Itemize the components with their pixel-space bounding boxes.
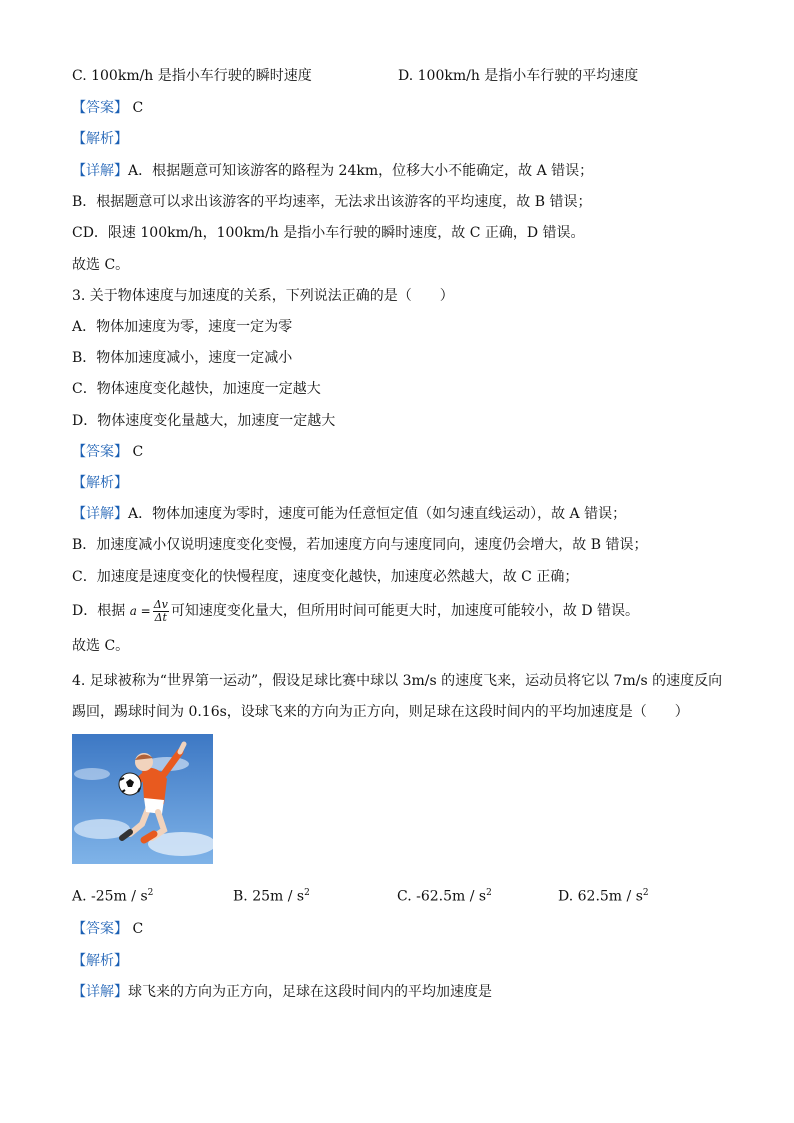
q4-option-b (233, 883, 310, 907)
detail-tag: 【详解】 (72, 506, 128, 522)
q4-option-a (72, 883, 153, 907)
answer-tag: 【答案】 (72, 444, 128, 460)
formula-denominator: Δt (154, 610, 167, 624)
q3-detail-a (72, 504, 626, 524)
q2-answer-line (72, 98, 143, 118)
q2-option-c: C. 100km/h 是指小车行驶的瞬时速度 (72, 68, 312, 84)
squared-sup: 2 (642, 888, 649, 898)
q3-answer-line (72, 442, 143, 462)
answer-value: C (132, 444, 144, 460)
formula-numerator: Δv (153, 597, 168, 611)
q3-option-b: B．物体加速度减小，速度一定减小 (72, 350, 293, 366)
q4-detail (72, 982, 492, 1002)
option-b-text: B. 25m / s (233, 888, 305, 905)
q3-option-c: C．物体速度变化越快，加速度一定越大 (72, 381, 321, 397)
formula-lhs: a = (129, 604, 151, 618)
q4-option-d (558, 883, 649, 907)
analysis-tag: 【解析】 (72, 953, 128, 969)
option-c-text: C. -62.5m / s (397, 888, 487, 905)
q2-detail-a (72, 161, 593, 181)
squared-sup: 2 (486, 888, 492, 898)
option-d-text: D. 62.5m / s (558, 888, 643, 905)
analysis-tag: 【解析】 (72, 475, 128, 491)
q4-stem-line2: 踢回，踢球时间为 0.16s，设球飞来的方向为正方向，则足球在这段时间内的平均加速度是（ ） (72, 704, 689, 720)
answer-tag: 【答案】 (72, 921, 128, 937)
detail-text: 球飞来的方向为正方向，足球在这段时间内的平均加速度是 (128, 984, 492, 1000)
q4-option-c (397, 883, 492, 907)
squared-sup: 2 (147, 888, 154, 898)
q2-detail-b: B．根据题意可以求出该游客的平均速率，无法求出该游客的平均速度，故 B 错误； (72, 194, 592, 210)
q2-detail-cd: CD．限速 100km/h，100km/h 是指小车行驶的瞬时速度，故 C 正确，D 错误。 (72, 225, 585, 241)
q3-stem: 3. 关于物体速度与加速度的关系，下列说法正确的是（ ） (72, 288, 454, 304)
q4-answer-line (72, 919, 143, 939)
option-a-text: A. -25m / s (72, 888, 148, 905)
soccer-player-photo (72, 734, 213, 864)
q3-option-a: A．物体加速度为零，速度一定为零 (72, 319, 293, 335)
q3-detail-d (72, 598, 639, 624)
squared-sup: 2 (304, 888, 310, 898)
answer-tag: 【答案】 (72, 100, 128, 116)
q3-detail-b: B．加速度减小仅说明速度变化变慢，若加速度方向与速度同向，速度仍会增大，故 B 错误； (72, 537, 648, 553)
q3-option-d: D．物体速度变化量越大，加速度一定越大 (72, 413, 336, 429)
formula-fraction (153, 599, 169, 624)
answer-value: C (132, 100, 144, 116)
detail-d-suffix: 可知速度变化量大，但所用时间可能更大时，加速度可能较小，故 D 错误。 (170, 603, 640, 619)
detail-text: A．物体加速度为零时，速度可能为任意恒定值（如匀速直线运动），故 A 错误； (128, 506, 627, 522)
answer-value: C (132, 921, 144, 937)
q2-option-d: D. 100km/h 是指小车行驶的平均速度 (398, 68, 639, 84)
q3-detail-c: C．加速度是速度变化的快慢程度，速度变化越快，加速度必然越大，故 C 正确； (72, 569, 579, 585)
detail-tag: 【详解】 (72, 163, 128, 179)
q4-stem-line1: 4. 足球被称为“世界第一运动”，假设足球比赛中球以 3m/s 的速度飞来，运动员将它以 7m/s 的速度反向 (72, 673, 723, 689)
analysis-tag: 【解析】 (72, 131, 128, 147)
detail-d-prefix: D．根据 (72, 603, 126, 619)
detail-tag: 【详解】 (72, 984, 128, 1000)
q3-conclusion: 故选 C。 (72, 638, 130, 654)
detail-text: A．根据题意可知该游客的路程为 24km，位移大小不能确定，故 A 错误； (128, 163, 594, 179)
q2-conclusion: 故选 C。 (72, 257, 130, 273)
